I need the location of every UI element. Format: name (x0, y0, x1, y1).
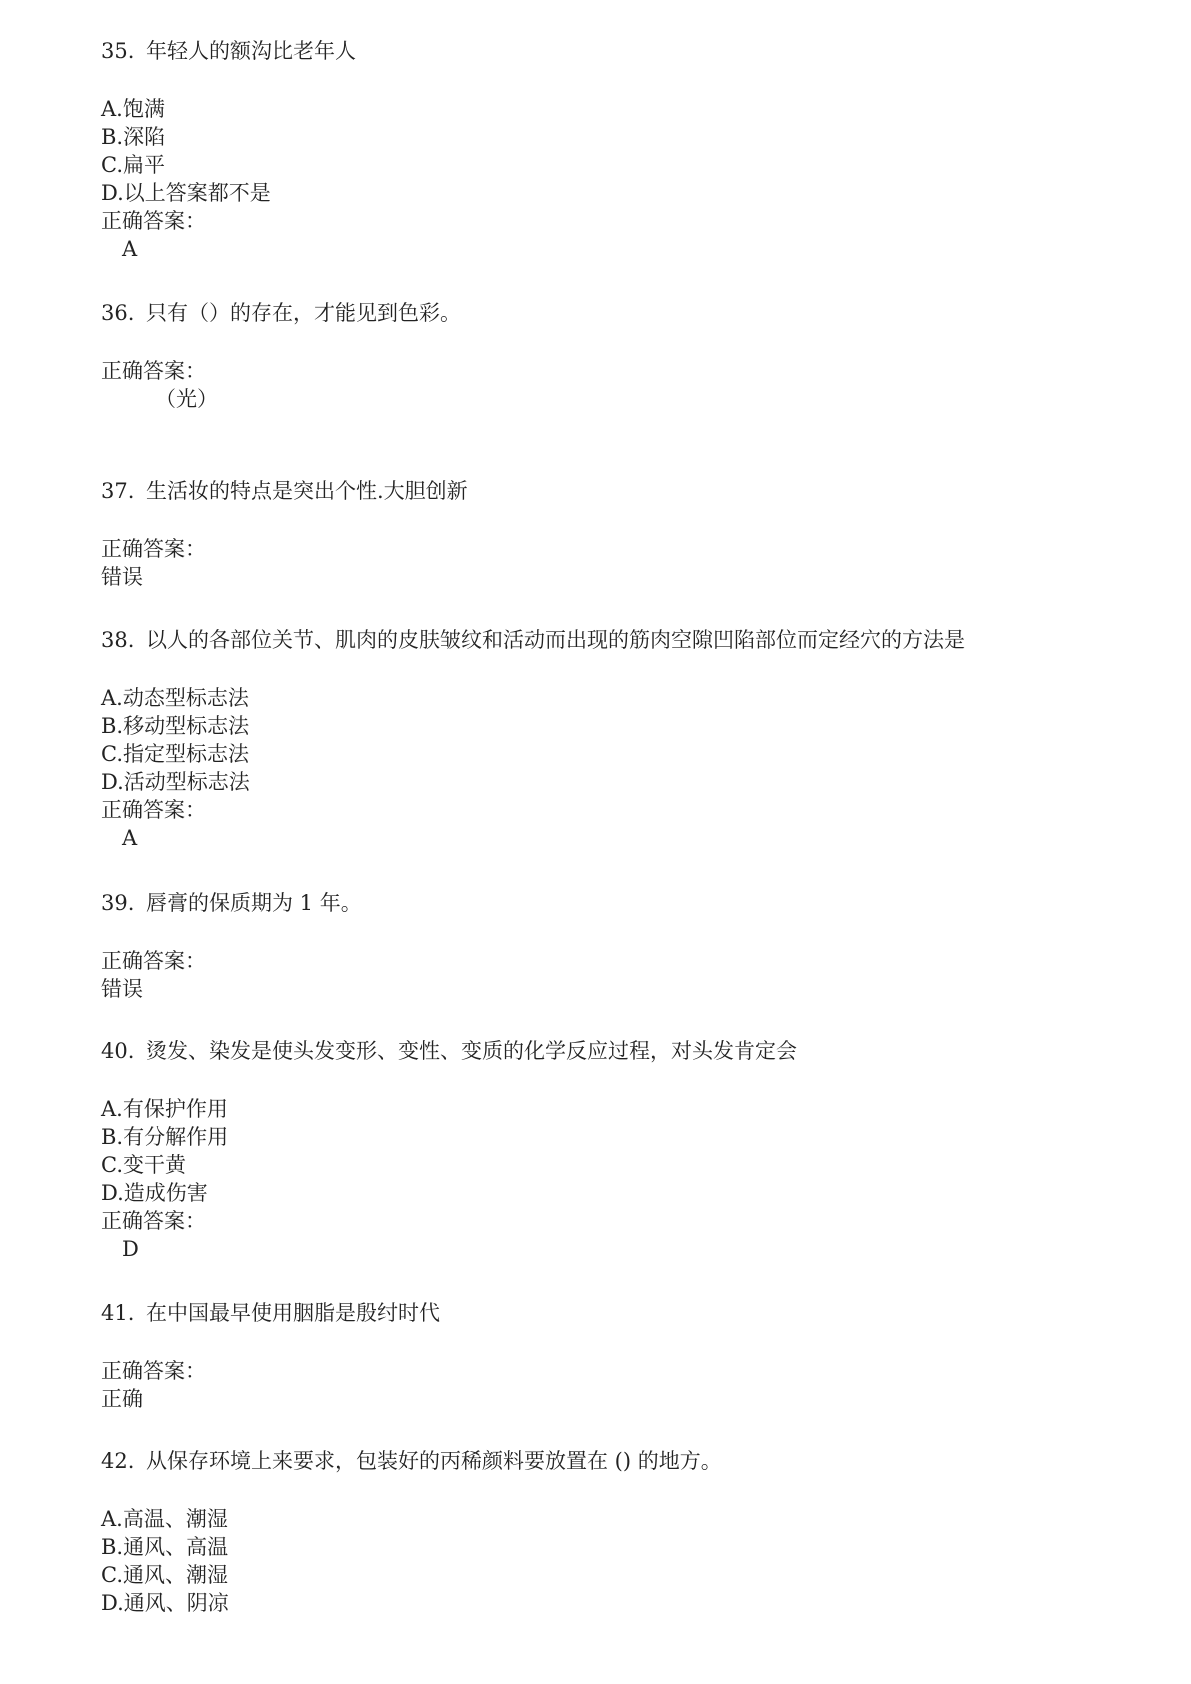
answer-value: 正确 (101, 1387, 143, 1411)
answer-label: 正确答案： (101, 1359, 206, 1383)
option-b: B.有分解作用 (101, 1125, 229, 1149)
answer-label: 正确答案： (101, 209, 206, 233)
question-42-stem (101, 1448, 722, 1474)
answer-value: 错误 (101, 977, 143, 1001)
question-number: 41. (101, 1301, 135, 1325)
question-number: 36. (101, 301, 135, 325)
option-c: C.扁平 (101, 153, 165, 177)
question-text: 年轻人的额沟比老年人 (146, 39, 356, 63)
option-b: B.移动型标志法 (101, 714, 250, 738)
question-number: 40. (101, 1039, 135, 1063)
option-a: A.饱满 (101, 97, 165, 121)
answer-value: 错误 (101, 565, 143, 589)
answer-label: 正确答案： (101, 798, 206, 822)
option-b: B.通风、高温 (101, 1535, 229, 1559)
answer-label: 正确答案： (101, 537, 206, 561)
question-text: 唇膏的保质期为 1 年。 (146, 891, 362, 915)
answer-value: A (122, 237, 138, 261)
question-39-stem (101, 890, 362, 916)
option-b: B.深陷 (101, 125, 166, 149)
option-c: C.指定型标志法 (101, 742, 249, 766)
question-text: 以人的各部位关节、肌肉的皮肤皱纹和活动而出现的筋肉空隙凹陷部位而定经穴的方法是 (146, 628, 965, 652)
option-d: D.通风、阴凉 (101, 1591, 229, 1615)
option-a: A.有保护作用 (101, 1097, 228, 1121)
question-number: 37. (101, 479, 135, 503)
option-d: D.造成伤害 (101, 1181, 208, 1205)
question-text: 从保存环境上来要求，包装好的丙稀颜料要放置在 () 的地方。 (146, 1449, 722, 1473)
question-number: 42. (101, 1449, 135, 1473)
question-38-stem (101, 627, 965, 653)
option-a: A.动态型标志法 (101, 686, 249, 710)
answer-value: A (122, 826, 138, 850)
answer-value: D (122, 1237, 139, 1261)
question-text: 烫发、染发是使头发变形、变性、变质的化学反应过程，对头发肯定会 (146, 1039, 797, 1063)
question-text: 在中国最早使用胭脂是殷纣时代 (146, 1301, 440, 1325)
answer-label: 正确答案： (101, 359, 206, 383)
answer-value: （光） (155, 387, 218, 411)
answer-label: 正确答案： (101, 949, 206, 973)
option-a: A.高温、潮湿 (101, 1507, 228, 1531)
question-text: 只有（）的存在，才能见到色彩。 (146, 301, 461, 325)
question-text: 生活妆的特点是突出个性.大胆创新 (146, 479, 468, 503)
question-35-stem (101, 38, 356, 64)
question-number: 35. (101, 39, 135, 63)
question-41-stem (101, 1300, 440, 1326)
answer-label: 正确答案： (101, 1209, 206, 1233)
option-c: C.通风、潮湿 (101, 1563, 228, 1587)
question-number: 39. (101, 891, 135, 915)
question-37-stem (101, 478, 468, 504)
option-c: C.变干黄 (101, 1153, 186, 1177)
question-40-stem (101, 1038, 797, 1064)
option-d: D.以上答案都不是 (101, 181, 271, 205)
question-36-stem (101, 300, 461, 326)
option-d: D.活动型标志法 (101, 770, 250, 794)
question-number: 38. (101, 628, 135, 652)
